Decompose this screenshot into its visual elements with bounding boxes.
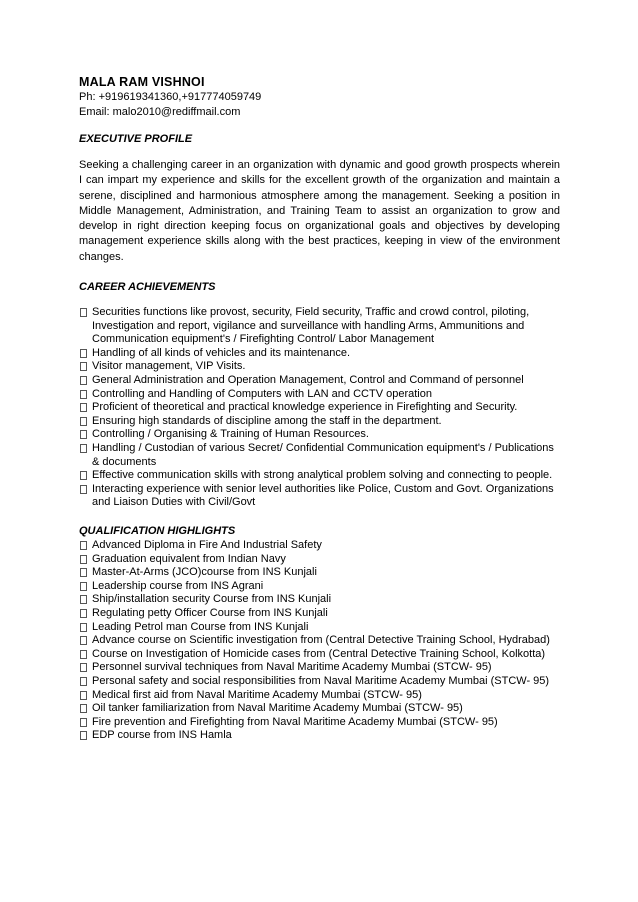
email-line: Email: malo2010@rediffmail.com	[79, 106, 241, 118]
bullet-box-icon	[80, 595, 87, 604]
list-item: Ensuring high standards of discipline among the staff in the department.	[79, 415, 560, 429]
bullet-box-icon	[80, 403, 87, 412]
list-item: Fire prevention and Firefighting from Naval Maritime Academy Mumbai (STCW- 95)	[79, 716, 560, 730]
bullet-box-icon	[80, 623, 87, 632]
list-item: Proficient of theoretical and practical knowledge experience in Firefighting and Security.	[79, 401, 560, 415]
bullet-box-icon	[80, 541, 87, 550]
candidate-name: MALA RAM VISHNOI	[79, 75, 205, 89]
bullet-box-icon	[80, 471, 87, 480]
executive-profile-text: Seeking a challenging career in an organization with dynamic and good growth prospects wherein I can impart my experience and skills for the excellent growth of the organization and maintain a serene, disciplined and harmonious atmosphere among the management. Seeking a position in Middle Management, Administration, and Training Team to assist an organization to grow and develop in right direction keeping focus on organizational goals and objectives by developing management experience skills along with the best practices, keeping in view of the environment changes.	[79, 159, 560, 263]
list-item: General Administration and Operation Management, Control and Command of personnel	[79, 374, 560, 388]
list-item: Oil tanker familiarization from Naval Maritime Academy Mumbai (STCW- 95)	[79, 702, 560, 716]
bullet-box-icon	[80, 390, 87, 399]
list-item: Regulating petty Officer Course from INS Kunjali	[79, 607, 560, 621]
bullet-box-icon	[80, 704, 87, 713]
list-item: Graduation equivalent from Indian Navy	[79, 553, 560, 567]
list-item: Handling / Custodian of various Secret/ Confidential Communication equipment's / Publications & documents	[79, 442, 560, 469]
bullet-box-icon	[80, 691, 87, 700]
bullet-box-icon	[80, 636, 87, 645]
bullet-box-icon	[80, 677, 87, 686]
bullet-box-icon	[80, 663, 87, 672]
bullet-box-icon	[80, 568, 87, 577]
list-item: Controlling / Organising & Training of Human Resources.	[79, 428, 560, 442]
list-item: EDP course from INS Hamla	[79, 729, 560, 743]
bullet-box-icon	[80, 308, 87, 317]
bullet-box-icon	[80, 718, 87, 727]
list-item: Leading Petrol man Course from INS Kunjali	[79, 621, 560, 635]
list-item: Advanced Diploma in Fire And Industrial Safety	[79, 539, 560, 553]
bullet-box-icon	[80, 731, 87, 740]
bullet-box-icon	[80, 376, 87, 385]
bullet-box-icon	[80, 349, 87, 358]
list-item: Medical first aid from Naval Maritime Academy Mumbai (STCW- 95)	[79, 689, 560, 703]
list-item: Handling of all kinds of vehicles and its maintenance.	[79, 347, 560, 361]
list-item: Securities functions like provost, security, Field security, Traffic and crowd control, piloting, Investigation and report, vigilance and surveillance with handling Arms, Ammunitions and Communication equipment's / Firefighting Control/ Labor Management	[79, 306, 560, 347]
bullet-box-icon	[80, 444, 87, 453]
list-item: Master-At-Arms (JCO)course from INS Kunjali	[79, 566, 560, 580]
list-item: Advance course on Scientific investigation from (Central Detective Training School, Hydrabad)	[79, 634, 560, 648]
list-item: Personal safety and social responsibilities from Naval Maritime Academy Mumbai (STCW- 95)	[79, 675, 560, 689]
career-achievements-list	[79, 306, 560, 510]
list-item: Course on Investigation of Homicide cases from (Central Detective Training School, Kolkotta)	[79, 648, 560, 662]
executive-profile-heading: EXECUTIVE PROFILE	[79, 133, 193, 145]
bullet-box-icon	[80, 555, 87, 564]
list-item: Personnel survival techniques from Naval Maritime Academy Mumbai (STCW- 95)	[79, 661, 560, 675]
list-item: Interacting experience with senior level authorities like Police, Custom and Govt. Organizations and Liaison Duties with Civil/Govt	[79, 483, 560, 510]
bullet-box-icon	[80, 430, 87, 439]
bullet-box-icon	[80, 362, 87, 371]
list-item: Controlling and Handling of Computers with LAN and CCTV operation	[79, 388, 560, 402]
qualification-highlights-list	[79, 539, 560, 743]
list-item: Ship/installation security Course from INS Kunjali	[79, 593, 560, 607]
list-item: Leadership course from INS Agrani	[79, 580, 560, 594]
phone-line: Ph: +919619341360,+917774059749	[79, 91, 262, 103]
career-achievements-heading: CAREER ACHIEVEMENTS	[79, 281, 216, 294]
bullet-box-icon	[80, 609, 87, 618]
bullet-box-icon	[80, 417, 87, 426]
list-item: Effective communication skills with strong analytical problem solving and connecting to people.	[79, 469, 560, 483]
list-item: Visitor management, VIP Visits.	[79, 360, 560, 374]
qualification-highlights-heading: QUALIFICATION HIGHLIGHTS	[79, 524, 236, 537]
bullet-box-icon	[80, 485, 87, 494]
bullet-box-icon	[80, 582, 87, 591]
bullet-box-icon	[80, 650, 87, 659]
